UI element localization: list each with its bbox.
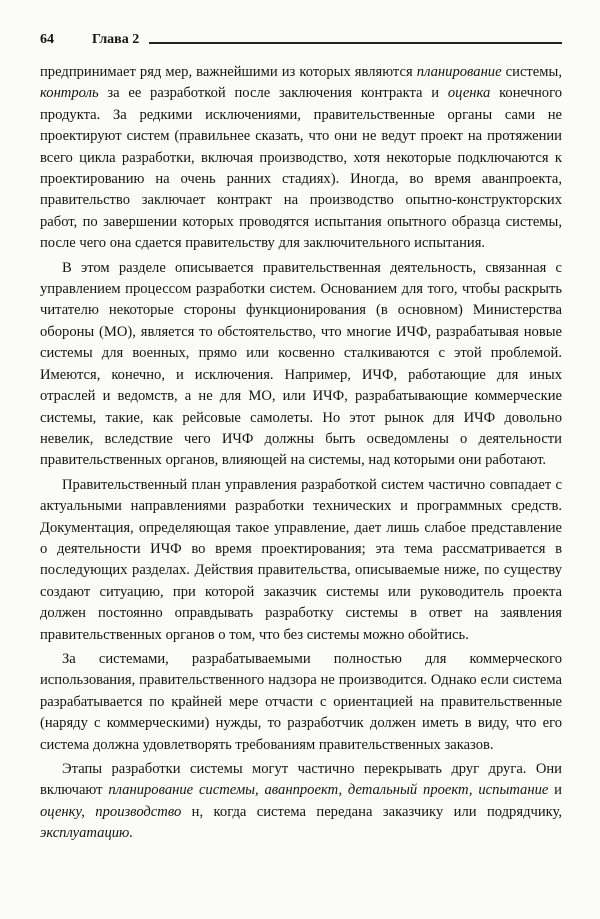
emphasis-text: контроль: [40, 85, 99, 102]
paragraph: [40, 258, 562, 472]
paragraph: [40, 62, 562, 255]
emphasis-text: оценку, производство: [40, 803, 182, 820]
paragraph: [40, 475, 562, 646]
text-run: В этом разделе описывается правительственная деятельность, связанная с управлением процессом разработки систем. Основанием для того, чтобы раскрыть читателю некоторые стороны функционирования (в основном) Министерства обороны (МО), является то обстоятельство, что многие ИЧФ, разрабатывая новые системы для военных, прямо или косвенно сталкиваются с этой проблемой. Имеются, конечно, и исключения. Например, ИЧФ, работающие для иных отраслей и ведомств, а не для МО, или ИЧФ, разрабатывающие коммерческие системы, такие, как рейсовые самолеты. Но этот рынок для ИЧФ довольно невелик, вследствие чего ИЧФ должны быть осведомлены о деятельности правительственных органов, влияющей на системы, над которыми они работают.: [40, 259, 562, 469]
running-header: [40, 26, 562, 48]
paragraph: [40, 649, 562, 756]
body-text: [40, 62, 562, 845]
emphasis-text: эксплуатацию.: [40, 825, 133, 842]
text-run: за ее разработкой после заключения контракта и: [98, 85, 448, 102]
emphasis-text: оценка: [447, 85, 491, 102]
text-run: предпринимает ряд мер, важнейшими из которых являются: [40, 64, 417, 80]
header-rule: [149, 42, 562, 44]
page-number: 64: [40, 32, 54, 47]
text-run: системы,: [501, 64, 562, 80]
text-run: За системами, разрабатываемыми полностью для коммерческого использования, правительственного надзора не производится. Однако если система разрабатывается по крайней мере отчасти с ориентацией на правительственные (наряду с коммерческими) нужды, то разработчик должен иметь в виду, что его система должна удовлетворять требованиям правительственных заказов.: [40, 650, 562, 753]
text-run: и: [548, 782, 562, 799]
text-run: н, когда система передана заказчику или подрядчику,: [181, 803, 563, 820]
emphasis-text: планирование: [416, 64, 502, 80]
chapter-title: Глава 2: [92, 32, 140, 47]
paragraph: [40, 759, 562, 845]
text-run: конечного продукта. За редкими исключениями, правительственные органы сами не проектируют систем (правильнее сказать, что они не ведут проект на протяжении всего цикла разработки, включая производство, хотя некоторые подключаются к проектированию на очень ранних стадиях). Иногда, во время аванпроекта, правительство заключает контракт на производство опытно-конструкторских работ, по завершении которых проводятся испытания опытного образца системы, после чего она сдается правительству для заключительного испытания.: [40, 85, 563, 252]
text-run: Правительственный план управления разработкой систем частично совпадает с актуальными направлениями разработки технических и программных средств. Документация, определяющая такое управление, дает лишь слабое представление о деятельности ИЧФ во время проектирования; эта тема рассматривается в последующих разделах. Действия правительства, описываемые ниже, по существу создают ситуацию, при которой заказчик системы или руководитель проекта должен постоянно оправдывать разработку системы в ответ на заявления правительственных органов о том, что без системы можно обойтись.: [40, 476, 562, 643]
text-run: Этапы разработки системы могут частично перекрывать друг друга. Они включают: [40, 761, 562, 799]
emphasis-text: планирование системы, аванпроект, детальный проект, испытание: [108, 782, 549, 799]
